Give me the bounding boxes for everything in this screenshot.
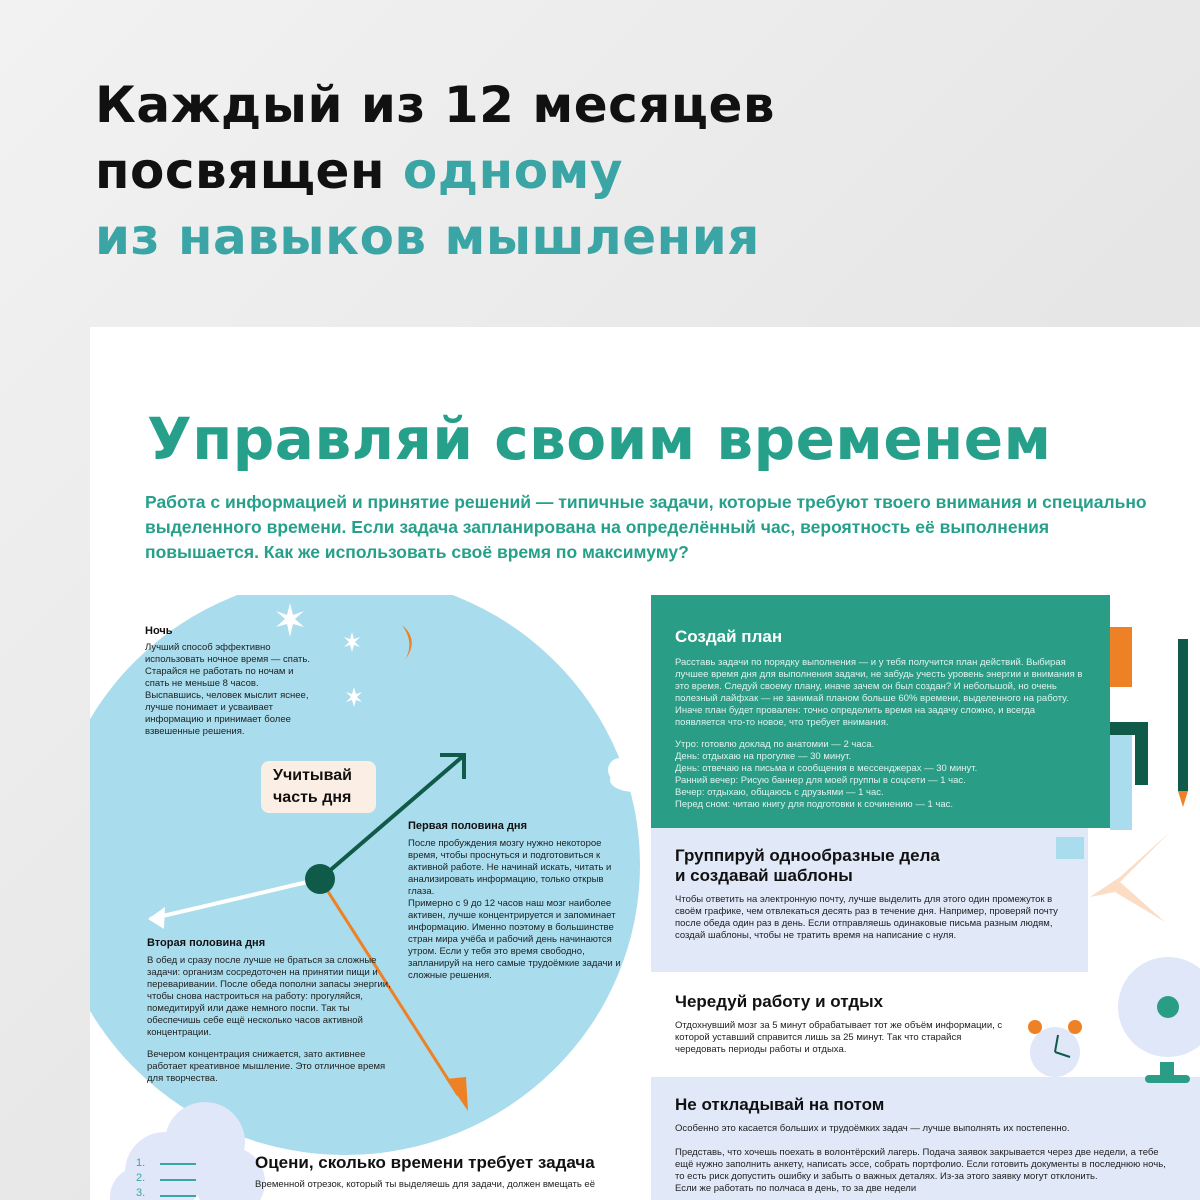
time-of-day-tag <box>261 761 376 813</box>
headline-text: посвящен <box>95 142 403 200</box>
clock-center <box>305 864 335 894</box>
paper-plane-icon <box>1090 832 1170 922</box>
page-title: Управляй своим временем <box>147 405 1052 473</box>
decorations <box>1020 607 1200 1200</box>
pencil-icon <box>1178 639 1188 791</box>
list-number: 1. <box>136 1157 146 1169</box>
page-lead: Работа с информацией и принятие решений — типичные задачи, которые требуют твоего внимания и специально выделенного времени. Если задача запланирована на определённый час, вероятность её выполнения повышается. Как же использовать своё время по максимуму? <box>145 492 1147 562</box>
schedule-item: День: отвечаю на письма и сообщения в мессенджерах — 30 минут. <box>675 763 978 774</box>
postpone-heading: Не откладывай на потом <box>675 1095 885 1114</box>
pencil-tip <box>1178 791 1188 807</box>
plan-heading: Создай план <box>675 627 783 646</box>
group-heading-2: и создавай шаблоны <box>675 866 853 885</box>
first-half-block <box>408 820 623 982</box>
schedule-item: День: отдыхаю на прогулке — 30 минут. <box>675 751 852 762</box>
night-heading: Ночь <box>145 625 173 637</box>
headline-accent: одному <box>402 142 624 200</box>
schedule-item: Утро: готовлю доклад по анатомии — 2 часа. <box>675 739 875 750</box>
estimate-block <box>255 1153 655 1191</box>
book-page <box>90 327 1200 1200</box>
first-half-text-2: Примерно с 9 до 12 часов наш мозг наиболее активен, лучше концентрируется и запоминает информацию. Именно поэтому в большинстве стран мира учёба и рабочий день начинаются утром. Если у тебя это время свободно, запланируй на него самые трудоёмкие задачи и сложные решения. <box>408 898 621 981</box>
numbered-list <box>136 1156 145 1200</box>
arrow-icon <box>446 1077 468 1111</box>
hand-evening <box>150 879 320 919</box>
first-half-text: После пробуждения мозгу нужно некоторое время, чтобы проснуться и подготовиться к активной работе. Не начинай искать, читать и анализировать информацию, только открыв глаза. <box>408 838 612 897</box>
alarm-clock-icon <box>1028 1020 1082 1077</box>
headline-line-1: Каждый из 12 месяцев <box>95 76 776 134</box>
headline <box>95 72 775 270</box>
postpone-text-3: Если же работать по полчаса в день, то за две недели <box>675 1183 917 1194</box>
night-text: Лучший способ эффективно использовать ночное время — спать. Старайся не работать по ночам и спать не меньше 8 часов. Выспавшись, человек мыслит яснее, лучше понимает и усваивает информацию и принимает более взвешенные решения. <box>145 642 310 737</box>
headline-line-3: из навыков мышления <box>95 208 760 266</box>
tag-line: часть дня <box>273 789 352 806</box>
schedule-item: Вечер: отдыхаю, общаюсь с друзьями — 1 час. <box>675 787 884 798</box>
second-half-text-2: Вечером концентрация снижается, зато активнее работает креативное мышление. Это отличное время для творчества. <box>147 1049 386 1084</box>
alternate-text: Отдохнувший мозг за 5 минут обрабатывает тот же объём информации, с которой уставший справится лишь за 25 минут. Так что старайся чередовать периоды работы и отдыха. <box>675 1020 1003 1055</box>
alternate-heading: Чередуй работу и отдых <box>675 992 884 1011</box>
headline-line-2 <box>95 138 775 204</box>
tag-line: Учитывай <box>273 767 352 784</box>
star-icon <box>344 632 360 652</box>
second-half-text: В обед и сразу после лучше не браться за сложные задачи: организм сосредоточен на принятии пищи и переваривании. После обеда пополни запасы энергии, чтобы снова настроиться на работу: прогуляйся, помедитируй или даже немного поспи. Так ты обеспечишь себе ещё несколько часов активной концентрации. <box>147 955 391 1038</box>
first-half-heading: Первая половина дня <box>408 820 527 832</box>
schedule-item: Перед сном: читаю книгу для подготовки к сочинению — 1 час. <box>675 799 954 810</box>
second-half-heading: Вторая половина дня <box>147 937 266 949</box>
fan-icon <box>1118 957 1200 1083</box>
estimate-heading: Оцени, сколько времени требует задача <box>255 1153 595 1172</box>
orange-block <box>1110 627 1132 687</box>
group-text: Чтобы ответить на электронную почту, лучше выделить для этого один промежуток в своём графике, чем отвлекаться десять раз в течение дня. Например, проверяй почту после обеда один раз в день. Если отправляешь одинаковые письма разным людям, создай шаблоны, чтобы не тратить время на написание с нуля. <box>675 894 1058 941</box>
moon-icon <box>402 625 412 660</box>
cloud-icon <box>608 751 650 792</box>
arrow-icon <box>148 907 165 929</box>
second-half-block <box>147 937 397 1085</box>
list-number: 3. <box>136 1187 146 1199</box>
schedule-item: Ранний вечер: Рисую баннер для моей группы в соцсети — 1 час. <box>675 775 966 786</box>
plan-text: Расставь задачи по порядку выполнения — и у тебя получится план действий. Выбирая лучшее время дня для выполнения задачи, не забудь учесть уровень энергии и внимания в это время. Следуй своему плану, иначе зачем он был создан? И небольшой, но очень полезный лайфхак — не занимай планом больше 60% времени, выделенного на работу. Иначе план будет провален: точно определить время на задачу сложно, и всегда появляется что-то новое, что требует внимания. <box>675 657 1083 728</box>
light-blue-block <box>1110 735 1132 830</box>
square-decoration <box>1056 837 1084 859</box>
night-block <box>145 625 315 738</box>
estimate-text: Временной отрезок, который ты выделяешь для задачи, должен вмещать её <box>255 1179 596 1190</box>
group-heading: Группируй однообразные дела <box>675 846 940 865</box>
alternate-block <box>651 992 1031 1056</box>
postpone-text-2: Представь, что хочешь поехать в волонтёрский лагерь. Подача заявок закрывается через две недели, а тебе ещё нужно заполнить анкету, написать эссе, собрать портфолио. Если готовить документы в последнюю ночь, то есть риск допустить ошибку и забыть о важных деталях. Из-за этого заявку могут отклонить. <box>675 1147 1166 1182</box>
postpone-text: Особенно это касается больших и трудоёмких задач — лучше выполнять их постепенно. <box>675 1123 1070 1134</box>
list-number: 2. <box>136 1172 146 1184</box>
star-icon <box>346 687 362 707</box>
